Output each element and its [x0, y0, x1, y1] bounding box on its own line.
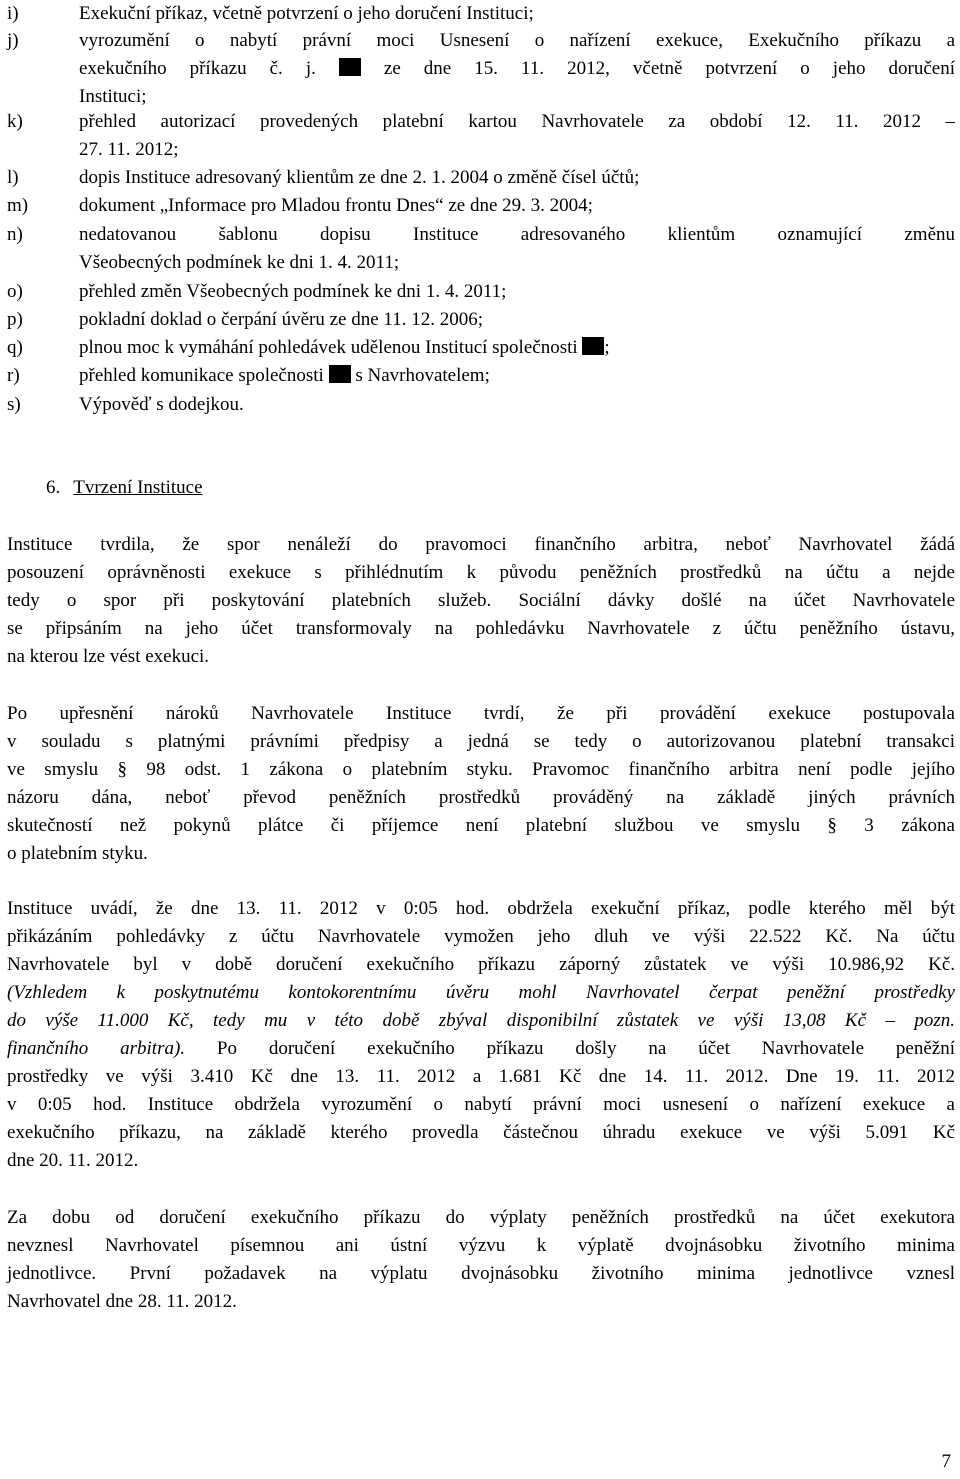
text-line: nevznesl Navrhovatel písemnou ani ústní výzvu k výplatě dvojnásobku životního minima [7, 1235, 955, 1256]
text-line: Instituce uvádí, že dne 13. 11. 2012 v 0:05 hod. obdržela exekuční příkaz, podle kterého měl být [7, 898, 955, 919]
text-line: přikázáním pohledávky z účtu Navrhovatele vymožen jeho dluh ve výši 22.522 Kč. Na účtu [7, 926, 955, 947]
list-item-text: vyrozumění o nabytí právní moci Usnesení o nařízení exekuce, Exekučního příkazu a [79, 30, 955, 51]
text-line: se připsáním na jeho účet transformovaly na pohledávku Navrhovatele z účtu peněžního ústavu, [7, 618, 955, 639]
text-line: (Vzhledem k poskytnutému kontokorentnímu úvěru mohl Navrhovatel čerpat peněžní prostředky [7, 982, 955, 1003]
list-item-text: Exekuční příkaz, včetně potvrzení o jeho doručení Instituci; [79, 3, 534, 24]
list-item-text: přehled změn Všeobecných podmínek ke dni 1. 4. 2011; [79, 281, 507, 302]
paragraph [7, 1204, 955, 1316]
text-line: v souladu s platnými právními předpisy a jedná se tedy o autorizovanou platební transakci [7, 731, 955, 752]
paragraph [7, 895, 955, 1175]
text-line: Po upřesnění nároků Navrhovatele Instituce tvrdí, že při provádění exekuce postupovala [7, 703, 955, 724]
list-marker: r) [7, 365, 20, 386]
text-line: v 0:05 hod. Instituce obdržela vyrozumění o nabytí právní moci usnesení o nařízení exekuce a [7, 1094, 955, 1115]
redaction-box [582, 337, 604, 355]
text-line: Navrhovatel dne 28. 11. 2012. [7, 1291, 237, 1312]
list-item-text: pokladní doklad o čerpání úvěru ze dne 11. 12. 2006; [79, 309, 483, 330]
list-item-text: Všeobecných podmínek ke dni 1. 4. 2011; [79, 252, 400, 273]
list-marker: o) [7, 281, 23, 302]
list-item-text: Výpověď s dodejkou. [79, 394, 244, 415]
text-line: Za dobu od doručení exekučního příkazu do výplaty peněžních prostředků na účet exekutora [7, 1207, 955, 1228]
list-marker: k) [7, 111, 23, 132]
section-heading [46, 474, 203, 502]
text-line: dne 20. 11. 2012. [7, 1150, 139, 1171]
text-line: posouzení oprávněnosti exekuce s přihlédnutím k původu peněžních prostředků na účtu a nejde [7, 562, 955, 583]
list-item-text: plnou moc k vymáhání pohledávek udělenou Institucí společnosti ; [79, 337, 610, 358]
paragraph [7, 700, 955, 868]
list-marker: j) [7, 30, 19, 51]
section-title: Tvrzení Instituce [73, 477, 203, 498]
list-marker: s) [7, 394, 21, 415]
text-line: Navrhovatele byl v době doručení exekučního příkazu záporný zůstatek ve výši 10.986,92 Kč. [7, 954, 955, 975]
text-line: skutečností než pokynů plátce či příjemce není platební službou ve smyslu § 3 zákona [7, 815, 955, 836]
text-line: Instituce tvrdila, že spor nenáleží do pravomoci finančního arbitra, neboť Navrhovatel žádá [7, 534, 955, 555]
text-line: prostředky ve výši 3.410 Kč dne 13. 11. 2012 a 1.681 Kč dne 14. 11. 2012. Dne 19. 11. 2012 [7, 1066, 955, 1087]
text-line: ve smyslu § 98 odst. 1 zákona o platebním styku. Pravomoc finančního arbitra není podle jejího [7, 759, 955, 780]
list-item-text: přehled autorizací provedených platební kartou Navrhovatele za období 12. 11. 2012 – [79, 111, 955, 132]
text-line: na kterou lze vést exekuci. [7, 646, 210, 667]
page-number: 7 [941, 1451, 951, 1472]
list-marker: q) [7, 337, 23, 358]
list-item-text: nedatovanou šablonu dopisu Instituce adresovaného klientům oznamující změnu [79, 224, 955, 245]
list-marker: n) [7, 224, 23, 245]
list-item-text: 27. 11. 2012; [79, 139, 179, 160]
paragraph [7, 531, 955, 671]
redaction-box [339, 58, 361, 76]
text-line: finančního arbitra). Po doručení exekučního příkazu došly na účet Navrhovatele peněžní [7, 1038, 955, 1059]
list-item-text: exekučního příkazu č. j. ze dne 15. 11. 2012, včetně potvrzení o jeho doručení [79, 58, 956, 79]
text-line: o platebním styku. [7, 843, 148, 864]
list-marker: m) [7, 195, 29, 216]
list-marker: p) [7, 309, 23, 330]
list-item-text: Instituci; [79, 86, 147, 107]
text-line: exekučního příkazu, na základě kterého provedla částečnou úhradu exekuce ve výši 5.091 Kč [7, 1122, 955, 1143]
redaction-box [329, 365, 351, 383]
text-line: do výše 11.000 Kč, tedy mu v této době zbýval disponibilní zůstatek ve výši 13,08 Kč – pozn. [7, 1010, 955, 1031]
list-marker: i) [7, 3, 19, 24]
section-number: 6. [46, 477, 61, 498]
list-item-text: dopis Instituce adresovaný klientům ze dne 2. 1. 2004 o změně čísel účtů; [79, 167, 640, 188]
text-line: tedy o spor při poskytování platebních služeb. Sociální dávky došlé na účet Navrhovatele [7, 590, 955, 611]
list-item-text: přehled komunikace společnosti s Navrhovatelem; [79, 365, 490, 386]
list-item-text: dokument „Informace pro Mladou frontu Dnes“ ze dne 29. 3. 2004; [79, 195, 593, 216]
text-line: jednotlivce. První požadavek na výplatu dvojnásobku životního minima jednotlivce vznesl [7, 1263, 955, 1284]
list-marker: l) [7, 167, 19, 188]
text-line: názoru dána, neboť převod peněžních prostředků prováděný na základě jiných právních [7, 787, 955, 808]
